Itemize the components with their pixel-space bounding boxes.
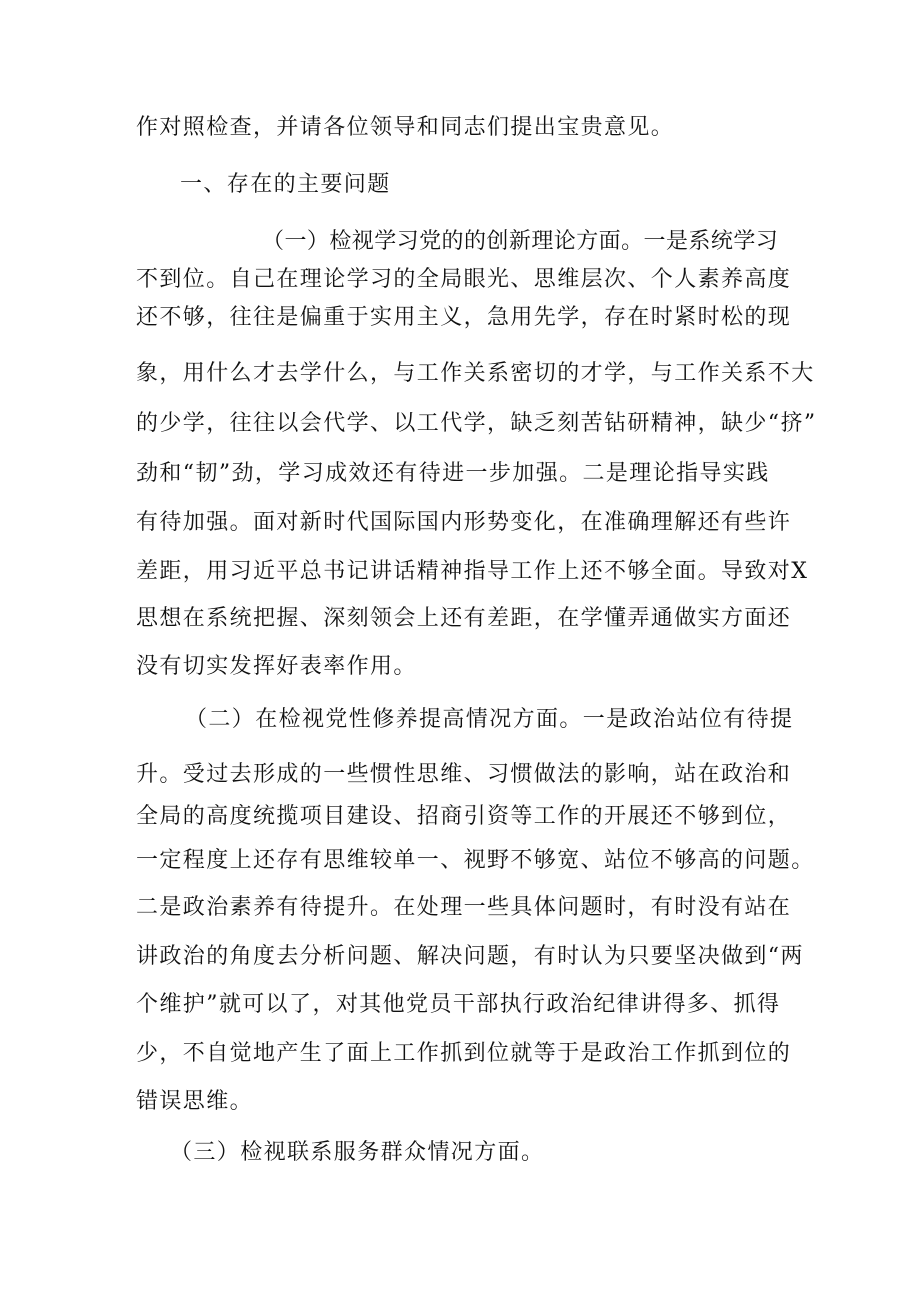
text-line: 二是政治素养有待提升。在处理一些具体问题时，有时没有站在 — [136, 895, 792, 920]
text-line: 全局的高度统揽项目建设、招商引资等工作的开展还不够到位， — [136, 804, 792, 829]
subsection-heading-3: （三）检视联系服务群众情况方面。 — [170, 1140, 545, 1165]
text-line: 一定程度上还存有思维较单一、视野不够宽、站位不够高的问题。 — [136, 848, 815, 873]
section-heading: 一、存在的主要问题 — [180, 172, 391, 197]
text-line: 没有切实发挥好表率作用。 — [136, 654, 417, 679]
text-line: 错误思维。 — [136, 1089, 254, 1114]
text-line: 象，用什么才去学什么，与工作关系密切的才学，与工作关系不大 — [136, 361, 815, 386]
text-line: 升。受过去形成的一些惯性思维、习惯做法的影响，站在政治和 — [136, 762, 792, 787]
subsection-heading-1: （一）检视学习党的的创新理论方面。一是系统学习 — [262, 229, 779, 254]
text-line: 少，不自觉地产生了面上工作抓到位就等于是政治工作抓到位的 — [136, 1041, 792, 1066]
subsection-heading-2: （二）在检视党性修养提高情况方面。一是政治站位有待提 — [185, 707, 794, 732]
text-line: 有待加强。面对新时代国际国内形势变化，在准确理解还有些许 — [136, 510, 792, 535]
text-line: 差距，用习近平总书记讲话精神指导工作上还不够全面。导致对X — [136, 559, 809, 584]
text-line: 作对照检查，并请各位领导和同志们提出宝贵意见。 — [136, 115, 675, 140]
text-line: 思想在系统把握、深刻领会上还有差距，在学懂弄通做实方面还 — [136, 606, 792, 631]
text-line: 个维护”就可以了，对其他党员干部执行政治纪律讲得多、抓得 — [136, 992, 781, 1017]
text-line: 还不够，往往是偏重于实用主义，急用先学，存在时紧时松的现 — [136, 305, 792, 330]
text-line: 讲政治的角度去分析问题、解决问题，有时认为只要坚决做到“两 — [136, 944, 804, 969]
text-line: 不到位。自己在理论学习的全局眼光、思维层次、个人素养高度 — [136, 267, 792, 292]
text-line: 劲和“韧”劲，学习成效还有待进一步加强。二是理论指导实践 — [136, 461, 770, 486]
text-line: 的少学，往往以会代学、以工代学，缺乏刻苦钻研精神，缺少“挤” — [136, 411, 817, 436]
